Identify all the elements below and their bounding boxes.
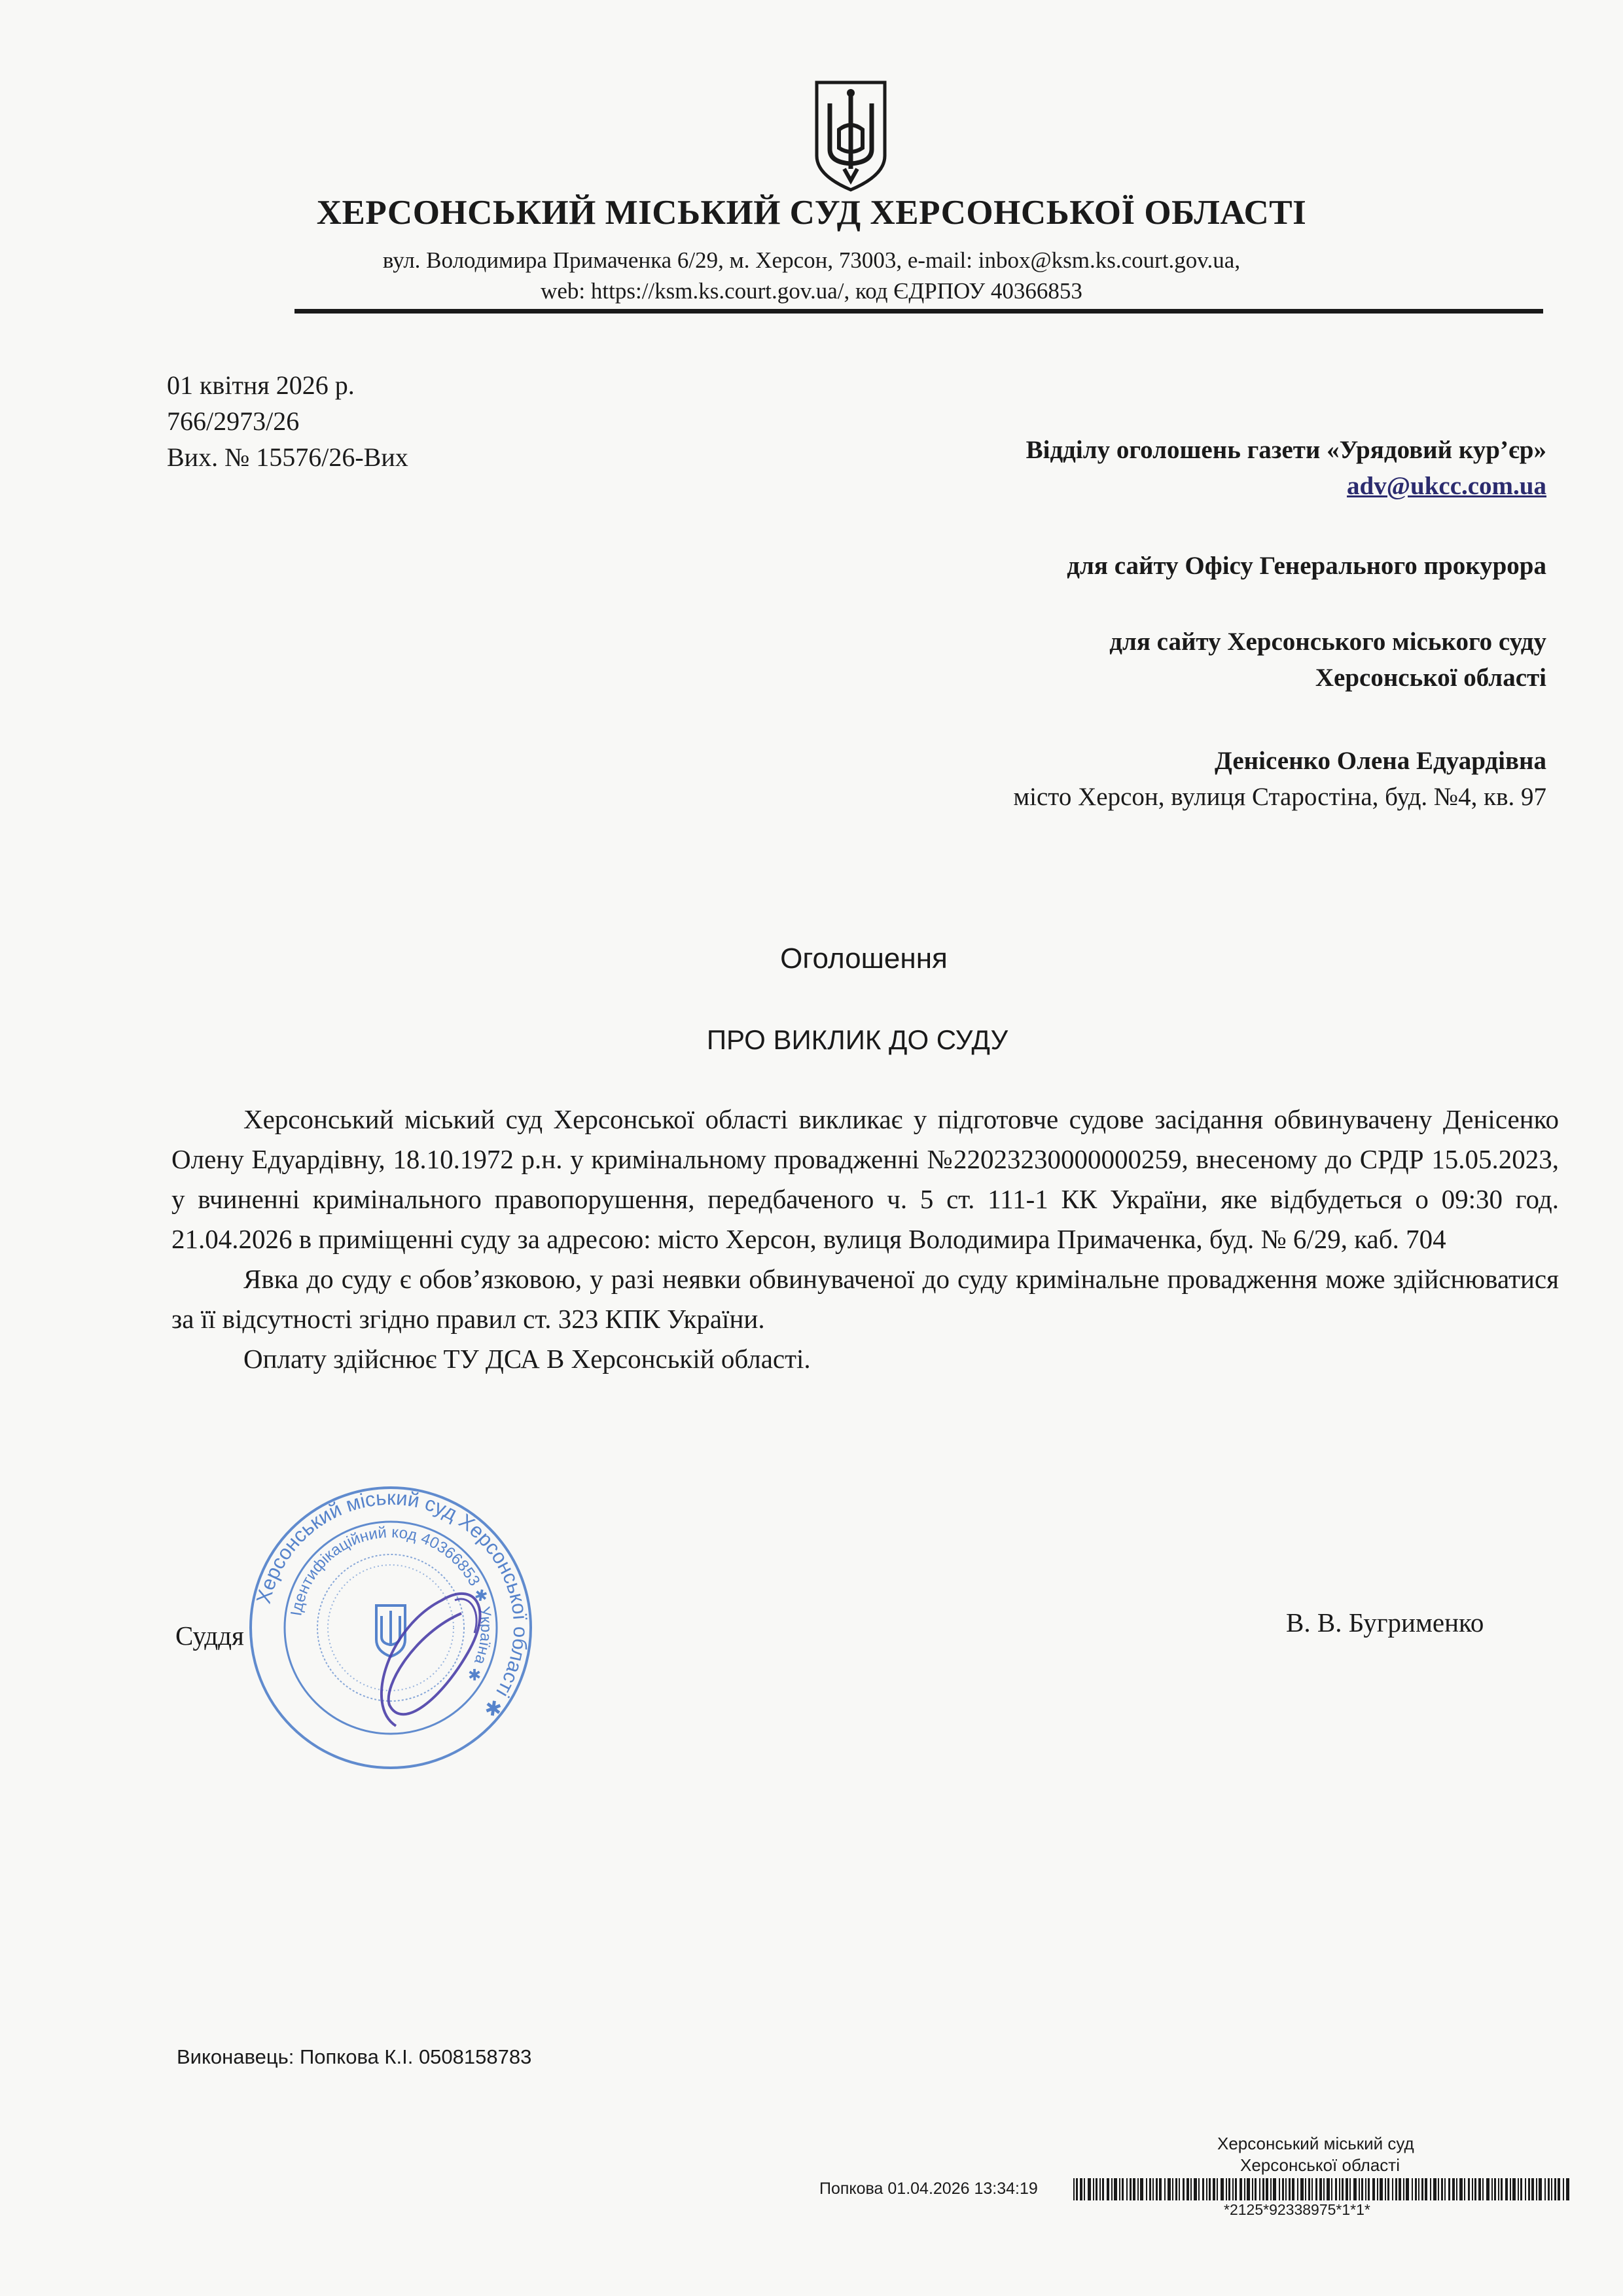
recipient-newspaper: Відділу оголошень газети «Урядовий кур’єр»	[1026, 436, 1546, 464]
recipient-court-site: для сайту Херсонського міського суду	[1109, 628, 1546, 656]
recipient-defendant-name: Денісенко Олена Едуардівна	[1215, 747, 1546, 775]
registration-code: *2125*92338975*1*1*	[1224, 2201, 1370, 2218]
judge-name: В. В. Бугрименко	[1286, 1607, 1484, 1638]
announcement-body	[171, 1100, 1559, 1379]
registration-court: Херсонський міський суд	[1217, 2134, 1414, 2153]
recipient-court-site-region: Херсонської області	[1315, 664, 1546, 692]
court-address: вул. Володимира Примаченка 6/29, м. Херсон, 73003, e-mail: inbox@ksm.ks.court.gov.ua,	[382, 247, 1241, 273]
attendance-paragraph: Явка до суду є обов’язковою, у разі неявки обвинуваченої до суду кримінальне провадження може здійснюватися за її відсутності згідно правил ст. 323 КПК України.	[171, 1264, 1559, 1334]
case-number: 766/2973/26	[167, 406, 300, 436]
court-title: ХЕРСОНСЬКИЙ МІСЬКИЙ СУД ХЕРСОНСЬКОЇ ОБЛАСТІ	[316, 194, 1307, 232]
recipient-newspaper-email[interactable]: adv@ukcc.com.ua	[1347, 472, 1546, 500]
registration-barcode	[1073, 2178, 1571, 2200]
document-date: 01 квітня 2026 р.	[167, 370, 355, 400]
executor-contact: Виконавець: Попкова К.І. 0508158783	[177, 2045, 532, 2068]
signature-label: Суддя	[175, 1621, 244, 1651]
outgoing-number: Вих. № 15576/26-Вих	[167, 442, 408, 472]
payment-paragraph: Оплату здійснює ТУ ДСА В Херсонській області.	[243, 1344, 811, 1374]
recipient-defendant-address: місто Херсон, вулиця Старостіна, буд. №4, кв. 97	[1013, 783, 1546, 811]
court-web-and-code: web: https://ksm.ks.court.gov.ua/, код ЄДРПОУ 40366853	[541, 278, 1082, 304]
coat-of-arms-icon	[810, 77, 891, 194]
svg-text:Херсонський міський суд Херсон: Херсонський міський суд Херсонської області ✱	[251, 1486, 533, 1722]
summons-paragraph: Херсонський міський суд Херсонської області викликає у підготовче судове засідання обвинувачену Денісенко Олену Едуардівну, 18.10.1972 р.н. у кримінальному провадженні №22023230000000259, внесеному до СРДР 15.05.2023, у вчиненні кримінального правопорушення, передбаченого ч. 5 ст. 111-1 КК України, яке відбудеться о 09:30 год. 21.04.2026 в приміщенні суду за адресою: місто Херсон, вулиця Володимира Примаченка, буд. № 6/29, каб. 704	[171, 1104, 1559, 1254]
court-stamp	[245, 1482, 537, 1774]
registration-user-timestamp: Попкова 01.04.2026 13:34:19	[819, 2179, 1038, 2198]
announcement-subtitle: ПРО ВИКЛИК ДО СУДУ	[706, 1024, 1008, 1055]
announcement-title: Оголошення	[780, 942, 948, 975]
registration-court-region: Херсонської області	[1240, 2155, 1400, 2175]
recipient-prosecutor-site: для сайту Офісу Генерального прокурора	[1067, 552, 1546, 580]
header-divider	[294, 309, 1543, 314]
svg-text:Ідентифікаційний код 40366853: Ідентифікаційний код 40366853 ✱ Україна ✱	[287, 1523, 495, 1685]
